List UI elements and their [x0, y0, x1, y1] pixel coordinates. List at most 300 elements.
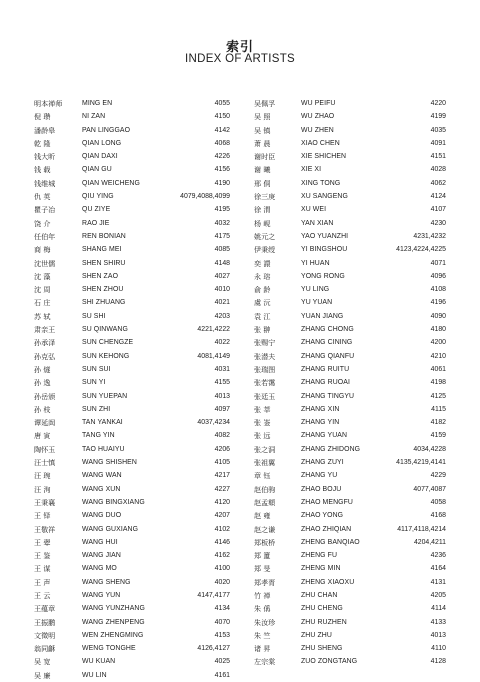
index-entry [34, 137, 230, 150]
artist-page-numbers: 4070 [214, 618, 230, 626]
artist-page-numbers: 4131 [430, 578, 446, 586]
index-entry [254, 310, 446, 323]
artist-page-numbers: 4190 [214, 179, 230, 187]
page-title-chinese: 索引 [225, 40, 254, 55]
index-entry [34, 483, 230, 496]
artist-pinyin-name: SU QINWANG [82, 326, 128, 334]
artist-page-numbers: 4028 [430, 166, 446, 174]
artist-page-numbers: 4195 [214, 206, 230, 214]
artist-chinese-name: 郑板桥 [254, 537, 276, 547]
artist-chinese-name: 徐 渭 [254, 205, 271, 215]
index-entry [34, 150, 230, 163]
artist-pinyin-name: ZHANG YIN [301, 419, 340, 427]
artist-pinyin-name: ZHENG BANQIAO [301, 538, 360, 546]
artist-chinese-name: 孙 燧 [34, 364, 51, 374]
index-entry [254, 536, 446, 549]
index-entry [254, 97, 446, 110]
artist-page-numbers: 4021 [214, 299, 230, 307]
artist-page-numbers: 4198 [430, 379, 446, 387]
artist-pinyin-name: ZHU SHENG [301, 645, 343, 653]
artist-chinese-name: 汪 琬 [34, 471, 51, 481]
artist-pinyin-name: ZHANG CINING [301, 339, 353, 347]
index-entry [34, 363, 230, 376]
index-entry [254, 523, 446, 536]
artist-page-numbers: 4204,4211 [413, 538, 446, 546]
page-title-english: INDEX OF ARTISTS [184, 53, 296, 65]
artist-pinyin-name: REN BONIAN [82, 232, 126, 240]
index-entry [34, 376, 230, 389]
artist-chinese-name: 文徵明 [34, 630, 56, 640]
artist-chinese-name: 郑孝胥 [254, 577, 276, 587]
artist-chinese-name: 王秉襄 [34, 497, 56, 507]
artist-pinyin-name: WANG BINGXIANG [82, 498, 145, 506]
artist-page-numbers: 4035 [430, 126, 446, 134]
artist-chinese-name: 任伯年 [34, 231, 56, 241]
artist-chinese-name: 吴 照 [254, 112, 271, 122]
artist-chinese-name: 郑 簠 [254, 551, 271, 561]
artist-page-numbers: 4126,4127 [197, 645, 230, 653]
index-entry [34, 562, 230, 575]
index-entry [34, 163, 230, 176]
artist-page-numbers: 4206 [214, 445, 230, 453]
index-entry [254, 576, 446, 589]
artist-chinese-name: 吴佩孚 [254, 99, 276, 108]
artist-page-numbers: 4226 [214, 153, 230, 161]
artist-pinyin-name: ZHAO ZHIQIAN [301, 525, 352, 533]
artist-chinese-name: 张 崟 [254, 418, 271, 428]
artist-chinese-name: 张若霭 [254, 378, 276, 388]
artist-page-numbers: 4220 [430, 100, 446, 107]
artist-page-numbers: 4082 [214, 432, 230, 440]
index-entry [254, 243, 446, 256]
index-entry [254, 110, 446, 123]
artist-pinyin-name: ZHENG MIN [301, 565, 341, 573]
artist-chinese-name: 唐 寅 [34, 431, 51, 441]
artist-chinese-name: 吴 镇 [254, 125, 271, 135]
index-entry [34, 270, 230, 283]
artist-chinese-name: 袁 江 [254, 311, 271, 321]
artist-chinese-name: 萧 晨 [254, 138, 271, 148]
artist-page-numbers: 4217 [214, 472, 230, 480]
artist-pinyin-name: ZHAO MENGFU [301, 498, 354, 506]
artist-page-numbers: 4168 [430, 512, 446, 520]
index-entry [34, 110, 230, 123]
index-entry [34, 336, 230, 349]
artist-pinyin-name: ZHANG RUITU [301, 365, 350, 373]
index-entry [34, 549, 230, 562]
index-entry [34, 190, 230, 203]
artist-page-numbers: 4175 [214, 232, 230, 240]
artist-chinese-name: 沈 藻 [34, 271, 51, 281]
artist-pinyin-name: TAO HUAIYU [82, 445, 125, 453]
artist-pinyin-name: ZHANG XIN [301, 405, 340, 413]
artist-chinese-name: 张祖翼 [254, 458, 276, 468]
artist-chinese-name: 沈 周 [34, 285, 51, 295]
index-entry [34, 576, 230, 589]
artist-chinese-name: 竹 禅 [254, 590, 271, 600]
artist-chinese-name: 孙克弘 [34, 351, 56, 361]
index-entry [254, 270, 446, 283]
index-entry [34, 443, 230, 456]
artist-page-numbers: 4123,4224,4225 [396, 246, 446, 254]
index-column-right [254, 97, 446, 669]
artist-chinese-name: 谭延闿 [34, 418, 56, 428]
artist-pinyin-name: QIAN WEICHENG [82, 179, 140, 187]
artist-page-numbers: 4182 [430, 419, 446, 427]
artist-pinyin-name: SHEN SHIRU [82, 259, 126, 267]
artist-chinese-name: 翁同龢 [34, 644, 56, 654]
index-entry [254, 509, 446, 522]
artist-chinese-name: 王敬祥 [34, 524, 56, 534]
index-entry [254, 589, 446, 602]
artist-pinyin-name: SUN ZHI [82, 405, 111, 413]
index-entry [34, 243, 230, 256]
artist-pinyin-name: YI BINGSHOU [301, 246, 348, 254]
index-entry [34, 642, 230, 655]
artist-pinyin-name: WANG ZHENPENG [82, 618, 145, 626]
index-column-left [34, 97, 230, 682]
artist-chinese-name: 王 翚 [34, 537, 51, 547]
artist-page-numbers: 4148 [214, 259, 230, 267]
artist-page-numbers: 4120 [214, 498, 230, 506]
artist-page-numbers: 4196 [430, 299, 446, 307]
artist-chinese-name: 乾 隆 [34, 138, 51, 148]
index-entry [254, 403, 446, 416]
artist-chinese-name: 王振鹏 [34, 617, 56, 627]
index-entry [34, 669, 230, 682]
artist-page-numbers: 4159 [430, 432, 446, 440]
artist-pinyin-name: XU WEI [301, 206, 327, 214]
artist-page-numbers: 4081,4149 [197, 352, 230, 360]
artist-chinese-name: 吴 廉 [34, 670, 51, 680]
artist-pinyin-name: SHI ZHUANG [82, 299, 126, 307]
artist-pinyin-name: ZHANG YUAN [301, 432, 348, 440]
index-entry [254, 562, 446, 575]
index-entry [254, 416, 446, 429]
artist-page-numbers: 4153 [214, 631, 230, 639]
artist-pinyin-name: XING TONG [301, 179, 341, 187]
artist-page-numbers: 4010 [214, 286, 230, 294]
artist-pinyin-name: XIAO CHEN [301, 139, 340, 147]
artist-page-numbers: 4155 [214, 379, 230, 387]
artist-chinese-name: 商 梅 [34, 245, 51, 255]
artist-chinese-name: 陶怀玉 [34, 444, 56, 454]
artist-page-numbers: 4105 [214, 459, 230, 467]
artist-chinese-name: 沈世儒 [34, 258, 56, 268]
artist-page-numbers: 4090 [430, 312, 446, 320]
artist-chinese-name: 杨 岘 [254, 218, 271, 228]
artist-chinese-name: 汪士慎 [34, 458, 56, 468]
index-entry [254, 350, 446, 363]
artist-pinyin-name: YAN XIAN [301, 219, 334, 227]
artist-pinyin-name: SUN CHENGZE [82, 339, 134, 347]
index-entry [254, 642, 446, 655]
index-entry [254, 483, 446, 496]
artist-chinese-name: 王蕴章 [34, 604, 56, 614]
artist-page-numbers: 4231,4232 [413, 232, 446, 240]
index-entry [34, 523, 230, 536]
artist-pinyin-name: ZHU RUZHEN [301, 618, 347, 626]
artist-chinese-name: 赵 雍 [254, 511, 271, 521]
artist-page-numbers: 4124 [430, 193, 446, 201]
artist-chinese-name: 汪 洵 [34, 484, 51, 494]
artist-page-numbers: 4161 [214, 671, 230, 679]
artist-page-numbers: 4135,4219,4141 [396, 459, 446, 467]
artist-chinese-name: 赵孟頫 [254, 497, 276, 507]
index-entry [34, 456, 230, 469]
artist-page-numbers: 4013 [430, 631, 446, 639]
index-entry [254, 137, 446, 150]
artist-chinese-name: 仇 英 [34, 192, 51, 202]
artist-chinese-name: 石 庄 [34, 298, 51, 308]
artist-chinese-name: 孙岳颁 [34, 391, 56, 401]
index-entry [34, 257, 230, 270]
artist-pinyin-name: WEN ZHENGMING [82, 631, 144, 639]
index-entry [34, 97, 230, 110]
artist-pinyin-name: QIAN DAXI [82, 153, 118, 161]
index-entry [254, 190, 446, 203]
artist-chinese-name: 朱 偁 [254, 604, 271, 614]
artist-page-numbers: 4115 [431, 405, 446, 413]
artist-pinyin-name: SUN YI [82, 379, 106, 387]
index-entry [34, 469, 230, 482]
artist-chinese-name: 永 瑢 [254, 271, 271, 281]
index-entry [34, 230, 230, 243]
artist-chinese-name: 谢时臣 [254, 152, 276, 162]
artist-pinyin-name: WENG TONGHE [82, 645, 136, 653]
artist-page-numbers: 4117,4118,4214 [397, 525, 446, 533]
artist-chinese-name: 张廷玉 [254, 391, 276, 401]
artist-pinyin-name: WANG MO [82, 565, 117, 573]
artist-pinyin-name: QIAN GU [82, 166, 112, 174]
artist-page-numbers: 4236 [430, 552, 446, 560]
artist-page-numbers: 4156 [214, 166, 230, 174]
index-entry [254, 429, 446, 442]
index-entry [254, 296, 446, 309]
artist-chinese-name: 王 鉴 [34, 551, 51, 561]
index-entry [34, 283, 230, 296]
index-entry [34, 629, 230, 642]
artist-pinyin-name: SHEN ZAO [82, 272, 119, 280]
artist-pinyin-name: WANG WAN [82, 472, 122, 480]
index-entry [254, 257, 446, 270]
artist-pinyin-name: WANG YUNZHANG [82, 605, 145, 613]
index-entry [34, 496, 230, 509]
artist-page-numbers: 4068 [214, 139, 230, 147]
artist-page-numbers: 4205 [430, 591, 446, 599]
artist-page-numbers: 4110 [431, 645, 446, 653]
artist-chinese-name: 张瑞图 [254, 364, 276, 374]
artist-chinese-name: 孙承泽 [34, 338, 56, 348]
index-entry [254, 203, 446, 216]
artist-chinese-name: 左宗棠 [254, 657, 276, 667]
index-entry [34, 416, 230, 429]
artist-page-numbers: 4020 [214, 578, 230, 586]
artist-chinese-name: 郑 旻 [254, 564, 271, 574]
artist-pinyin-name: ZHANG ZHIDONG [301, 445, 361, 453]
artist-chinese-name: 诸 昇 [254, 644, 271, 654]
artist-pinyin-name: WANG YUN [82, 591, 121, 599]
index-entry [34, 350, 230, 363]
artist-pinyin-name: SHANG MEI [82, 246, 122, 254]
index-entry [254, 496, 446, 509]
artist-pinyin-name: ZHANG TINGYU [301, 392, 355, 400]
artist-page-numbers: 4203 [214, 312, 230, 320]
artist-pinyin-name: QIAN LONG [82, 139, 122, 147]
index-entry [254, 629, 446, 642]
artist-chinese-name: 苏 轼 [34, 311, 51, 321]
index-entry [254, 217, 446, 230]
artist-chinese-name: 邢 侗 [254, 178, 271, 188]
index-entry [254, 336, 446, 349]
artist-pinyin-name: WU PEIFU [301, 100, 336, 107]
artist-chinese-name: 赵伯驹 [254, 484, 276, 494]
artist-chinese-name: 倪 瓒 [34, 112, 51, 122]
artist-page-numbers: 4128 [430, 658, 446, 666]
artist-chinese-name: 奕 譞 [254, 258, 271, 268]
artist-pinyin-name: WANG GUXIANG [82, 525, 139, 533]
artist-chinese-name: 王 谋 [34, 564, 51, 574]
artist-page-numbers: 4037,4234 [197, 419, 230, 427]
artist-page-numbers: 4077,4087 [413, 485, 446, 493]
artist-page-numbers: 4058 [430, 498, 446, 506]
index-entry [34, 616, 230, 629]
artist-page-numbers: 4013 [214, 392, 230, 400]
index-entry [254, 323, 446, 336]
index-entry [254, 602, 446, 615]
index-entry [34, 323, 230, 336]
artist-pinyin-name: MING EN [82, 100, 113, 107]
index-entry [254, 376, 446, 389]
artist-pinyin-name: WANG SHENG [82, 578, 131, 586]
artist-pinyin-name: ZHU ZHU [301, 631, 332, 639]
index-entry [34, 403, 230, 416]
index-entry [254, 283, 446, 296]
artist-chinese-name: 姚元之 [254, 231, 276, 241]
artist-page-numbers: 4133 [430, 618, 446, 626]
artist-pinyin-name: ZHU CHENG [301, 605, 343, 613]
index-entry [254, 177, 446, 190]
artist-page-numbers: 4091 [430, 139, 446, 147]
artist-chinese-name: 朱汝珍 [254, 617, 276, 627]
artist-chinese-name: 徐三庚 [254, 192, 276, 202]
artist-chinese-name: 明本禅师 [34, 99, 63, 108]
artist-chinese-name: 张赐宁 [254, 338, 276, 348]
artist-pinyin-name: WANG JIAN [82, 552, 121, 560]
index-entry [254, 363, 446, 376]
artist-pinyin-name: QIU YING [82, 193, 114, 201]
artist-page-numbers: 4162 [214, 552, 230, 560]
artist-pinyin-name: XIE SHICHEN [301, 153, 347, 161]
artist-chinese-name: 钱维城 [34, 178, 56, 188]
artist-chinese-name: 吴 宽 [34, 657, 51, 667]
artist-page-numbers: 4229 [430, 472, 446, 480]
index-entry [34, 602, 230, 615]
artist-pinyin-name: WANG DUO [82, 512, 122, 520]
artist-chinese-name: 张 远 [254, 431, 271, 441]
artist-pinyin-name: QU ZIYE [82, 206, 111, 214]
artist-page-numbers: 4031 [214, 365, 230, 373]
artist-chinese-name: 肃亲王 [34, 325, 56, 335]
artist-chinese-name: 潘龄皋 [34, 125, 56, 135]
artist-page-numbers: 4100 [214, 565, 230, 573]
artist-pinyin-name: PAN LINGGAO [82, 126, 131, 134]
index-entry [254, 616, 446, 629]
artist-pinyin-name: YONG RONG [301, 272, 345, 280]
artist-page-numbers: 4107 [430, 206, 446, 214]
artist-page-numbers: 4200 [430, 339, 446, 347]
index-entry [34, 124, 230, 137]
artist-page-numbers: 4227 [214, 485, 230, 493]
artist-page-numbers: 4102 [214, 525, 230, 533]
artist-page-numbers: 4097 [214, 405, 230, 413]
artist-pinyin-name: WANG XUN [82, 485, 121, 493]
artist-pinyin-name: WU ZHAO [301, 113, 335, 121]
artist-pinyin-name: ZHANG QIANFU [301, 352, 355, 360]
index-entry [34, 655, 230, 668]
index-entry [254, 390, 446, 403]
artist-chinese-name: 王 声 [34, 577, 51, 587]
index-entry [34, 429, 230, 442]
artist-page-numbers: 4022 [214, 339, 230, 347]
index-entry [254, 655, 446, 668]
artist-pinyin-name: ZHENG XIAOXU [301, 578, 355, 586]
artist-pinyin-name: YUAN JIANG [301, 312, 344, 320]
artist-pinyin-name: ZHANG RUOAI [301, 379, 350, 387]
artist-page-numbers: 4142 [214, 126, 230, 134]
artist-pinyin-name: SUN SUI [82, 365, 111, 373]
artist-pinyin-name: ZHANG CHONG [301, 326, 354, 334]
artist-chinese-name: 孙 逸 [34, 378, 51, 388]
artist-chinese-name: 张之洞 [254, 444, 276, 454]
artist-chinese-name: 王 云 [34, 590, 51, 600]
artist-page-numbers: 4125 [430, 392, 446, 400]
artist-chinese-name: 王 铎 [34, 511, 51, 521]
artist-page-numbers: 4034,4228 [413, 445, 446, 453]
artist-page-numbers: 4151 [430, 153, 446, 161]
index-entry [34, 177, 230, 190]
index-entry [34, 217, 230, 230]
artist-chinese-name: 瞿子冶 [34, 205, 56, 215]
artist-chinese-name: 饶 介 [34, 218, 51, 228]
artist-chinese-name: 张潜夫 [254, 351, 276, 361]
artist-pinyin-name: ZHAO BOJU [301, 485, 342, 493]
artist-pinyin-name: YU LING [301, 286, 330, 294]
artist-pinyin-name: SUN YUEPAN [82, 392, 128, 400]
artist-page-numbers: 4210 [430, 352, 446, 360]
artist-chinese-name: 伊秉绶 [254, 245, 276, 255]
artist-chinese-name: 虞 沅 [254, 298, 271, 308]
artist-page-numbers: 4230 [430, 219, 446, 227]
artist-pinyin-name: ZHAO YONG [301, 512, 344, 520]
artist-pinyin-name: TAN YANKAI [82, 419, 123, 427]
artist-page-numbers: 4108 [430, 286, 446, 294]
index-entry [254, 443, 446, 456]
artist-pinyin-name: SUN KEHONG [82, 352, 130, 360]
artist-chinese-name: 俞 龄 [254, 285, 271, 295]
index-entry [34, 203, 230, 216]
artist-page-numbers: 4027 [214, 272, 230, 280]
index-entry [34, 536, 230, 549]
artist-page-numbers: 4164 [430, 565, 446, 573]
artist-page-numbers: 4146 [214, 538, 230, 546]
artist-page-numbers: 4079,4088,4099 [180, 193, 230, 201]
artist-page-numbers: 4221,4222 [197, 326, 230, 334]
artist-pinyin-name: WU LIN [82, 671, 107, 679]
artist-pinyin-name: ZHANG YU [301, 472, 338, 480]
artist-pinyin-name: YU YUAN [301, 299, 333, 307]
artist-page-numbers: 4199 [430, 113, 446, 121]
